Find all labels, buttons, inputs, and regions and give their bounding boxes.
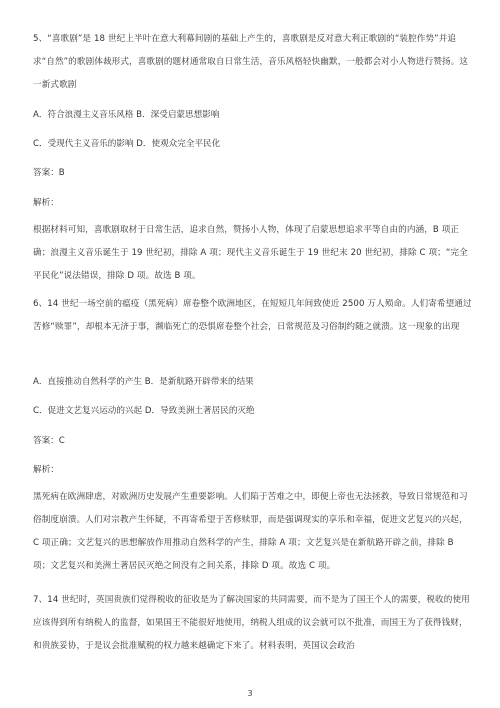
- question-5-stem: 5、“喜歌剧”是 18 世纪上半叶在意大利幕间剧的基础上产生的，喜歌剧是反对意大利正歌剧的“装腔作势”并追求“自然”的歌剧体裁形式，喜歌剧的题材通常取自日常生活，音乐风格轻快幽默，一般都会对小人物进行赞扬。这一新式歌剧: [33, 34, 469, 90]
- question-6-options-cd: C．促进文艺复兴运动的兴起 D．导致美洲土著居民的灭绝: [33, 406, 255, 416]
- question-5-analysis-label: 解析：: [33, 198, 59, 208]
- question-5-analysis: 根据材料可知，喜歌剧取材于日常生活，追求自然，赞扬小人物，体现了启蒙思想追求平等自由的内涵，B 项正确；浪漫主义音乐诞生于 19 世纪初，排除 A 项；现代主义音乐诞生于 19 世纪末 20 世纪初，排除 C 项；“完全平民化”说法错误，排除 D 项。故选 B 项。: [33, 225, 468, 281]
- question-5-answer: 答案：B: [33, 168, 65, 178]
- question-6-stem: 6、14 世纪一场空前的瘟疫（黑死病）席卷整个欧洲地区，在短短几年间致使近 2500 万人殒命。人们寄希望通过苦修“赎罪”，却根本无济于事，濒临死亡的恐惧席卷整个社会，日常规范及习俗制约随之就溃。这一现象的出现: [33, 299, 472, 332]
- question-6-analysis: 黑死病在欧洲肆虐，对欧洲历史发展产生重要影响。人们陷于苦难之中，即便上帝也无法拯救，导致日常规范和习俗制度崩溃。人们对宗教产生怀疑，不再寄希望于苦修赎罪，而是强调现实的享乐和幸福，促进文艺复兴的兴起，C 项正确；文艺复兴的思想解放作用推动自然科学的产生，排除 A 项；文艺复兴是在新航路开辟之前，排除 B 项；文艺复兴和美洲土著居民灭绝之间没有之间关系，排除 D 项。故选 C 项。: [33, 492, 468, 571]
- question-6-answer: 答案：C: [33, 436, 65, 446]
- question-7-stem: 7、14 世纪时，英国贵族们觉得税收的征收是为了解决国家的共同需要，而不是为了国王个人的需要，税收的使用应该得到所有纳税人的监督，如果国王不能很好地使用，纳税人组成的议会就可以不批准，而国王为了获得钱财，和贵族妥协，于是议会批准赋税的权力越来越确定下来了。材料表明，英国议会政治: [33, 595, 470, 651]
- question-5-options-cd: C．受现代主义音乐的影响 D．使观众完全平民化: [33, 139, 221, 149]
- page-number: 3: [247, 689, 253, 698]
- question-6-options-ab: A．直接推动自然科学的产生 B．是新航路开辟带来的结果: [33, 377, 254, 387]
- question-5-options-ab: A．符合浪漫主义音乐风格 B．深受启蒙思想影响: [33, 110, 220, 120]
- question-6-analysis-label: 解析：: [33, 465, 59, 475]
